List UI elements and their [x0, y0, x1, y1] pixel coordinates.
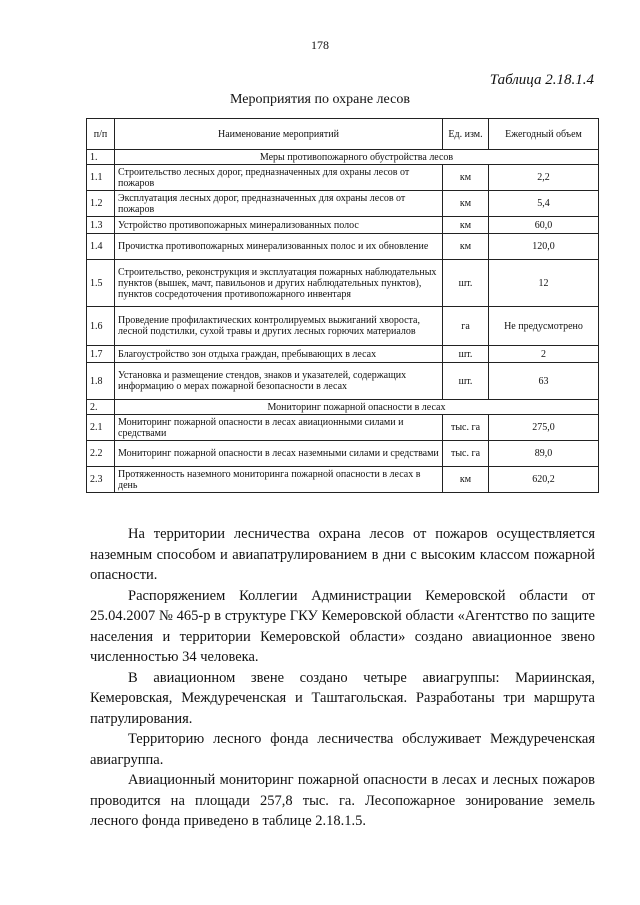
section-num: 1.	[87, 150, 115, 165]
table-header-row	[87, 119, 599, 150]
row-unit: шт.	[443, 363, 489, 400]
row-num: 1.2	[87, 191, 115, 217]
section-num: 2.	[87, 400, 115, 415]
row-unit: шт.	[443, 346, 489, 363]
row-name: Протяженность наземного мониторинга пожарной опасности в лесах в день	[115, 467, 443, 493]
row-volume: Не предусмотрено	[489, 307, 599, 346]
page-number: 178	[311, 38, 329, 52]
header-unit: Ед. изм.	[443, 119, 489, 150]
row-num: 1.1	[87, 165, 115, 191]
table-row	[87, 165, 599, 191]
row-unit: км	[443, 191, 489, 217]
header-num: п/п	[87, 119, 115, 150]
row-volume: 120,0	[489, 234, 599, 260]
table-title: Мероприятия по охране лесов	[230, 92, 410, 107]
row-name: Мониторинг пожарной опасности в лесах наземными силами и средствами	[115, 441, 443, 467]
row-unit: га	[443, 307, 489, 346]
row-volume: 89,0	[489, 441, 599, 467]
row-name: Прочистка противопожарных минерализованных полос и их обновление	[115, 234, 443, 260]
row-name: Мониторинг пожарной опасности в лесах авиационными силами и средствами	[115, 415, 443, 441]
row-name: Установка и размещение стендов, знаков и указателей, содержащих информацию о мерах пожарной безопасности в лесах	[115, 363, 443, 400]
table-row	[87, 346, 599, 363]
row-num: 1.5	[87, 260, 115, 307]
row-unit: тыс. га	[443, 415, 489, 441]
table-row	[87, 217, 599, 234]
row-unit: км	[443, 165, 489, 191]
table-row	[87, 191, 599, 217]
paragraph: В авиационном звене создано четыре авиагруппы: Мариинская, Кемеровская, Междуреченская и Таштагольская. Разработаны три маршрута патрулирования.	[90, 669, 595, 727]
row-volume: 12	[489, 260, 599, 307]
table-row	[87, 260, 599, 307]
row-unit: тыс. га	[443, 441, 489, 467]
row-num: 1.8	[87, 363, 115, 400]
paragraph: Авиационный мониторинг пожарной опасности в лесах и лесных пожаров проводится на площади 257,8 тыс. га. Лесопожарное зонирование земель лесного фонда приведено в таблице 2.18.1.5.	[90, 772, 595, 829]
row-unit: км	[443, 467, 489, 493]
row-unit: км	[443, 234, 489, 260]
paragraph: Территорию лесного фонда лесничества обслуживает Междуреченская авиагруппа.	[90, 731, 595, 768]
section-title: Меры противопожарного обустройства лесов	[115, 150, 599, 165]
table-row	[87, 363, 599, 400]
row-volume: 5,4	[489, 191, 599, 217]
table-row	[87, 441, 599, 467]
table-row	[87, 467, 599, 493]
paragraph: Распоряжением Коллегии Администрации Кемеровской области от 25.04.2007 № 465-р в структуре ГКУ Кемеровской области «Агентство по защите населения и территории Кемеровской области» создано авиационное звено численностью 34 человека.	[90, 587, 595, 665]
row-num: 1.4	[87, 234, 115, 260]
paragraph: На территории лесничества охрана лесов от пожаров осуществляется наземным способом и авиапатрулированием в дни с высоким классом пожарной опасности.	[90, 526, 595, 583]
section-row	[87, 400, 599, 415]
section-row	[87, 150, 599, 165]
row-name: Строительство, реконструкция и эксплуатация пожарных наблюдательных пунктов (вышек, мачт, павильонов и других наблюдательных пунктов), пунктов сосредоточения противопожарного инвентаря	[115, 260, 443, 307]
row-num: 2.2	[87, 441, 115, 467]
row-name: Строительство лесных дорог, предназначенных для охраны лесов от пожаров	[115, 165, 443, 191]
table-row	[87, 415, 599, 441]
table-label: Таблица 2.18.1.4	[489, 72, 594, 88]
row-volume: 63	[489, 363, 599, 400]
row-volume: 2	[489, 346, 599, 363]
body-text	[90, 524, 595, 832]
row-unit: км	[443, 217, 489, 234]
row-name: Устройство противопожарных минерализованных полос	[115, 217, 443, 234]
table-row	[87, 307, 599, 346]
row-name: Благоустройство зон отдыха граждан, пребывающих в лесах	[115, 346, 443, 363]
row-name: Эксплуатация лесных дорог, предназначенных для охраны лесов от пожаров	[115, 191, 443, 217]
row-name: Проведение профилактических контролируемых выжиганий хвороста, лесной подстилки, сухой травы и других лесных горючих материалов	[115, 307, 443, 346]
header-volume: Ежегодный объем	[489, 119, 599, 150]
row-num: 1.3	[87, 217, 115, 234]
row-volume: 60,0	[489, 217, 599, 234]
section-title: Мониторинг пожарной опасности в лесах	[115, 400, 599, 415]
table-row	[87, 234, 599, 260]
row-num: 2.1	[87, 415, 115, 441]
row-num: 2.3	[87, 467, 115, 493]
measures-table	[86, 118, 599, 493]
row-num: 1.6	[87, 307, 115, 346]
row-unit: шт.	[443, 260, 489, 307]
row-volume: 620,2	[489, 467, 599, 493]
row-volume: 275,0	[489, 415, 599, 441]
row-volume: 2,2	[489, 165, 599, 191]
header-name: Наименование мероприятий	[115, 119, 443, 150]
row-num: 1.7	[87, 346, 115, 363]
